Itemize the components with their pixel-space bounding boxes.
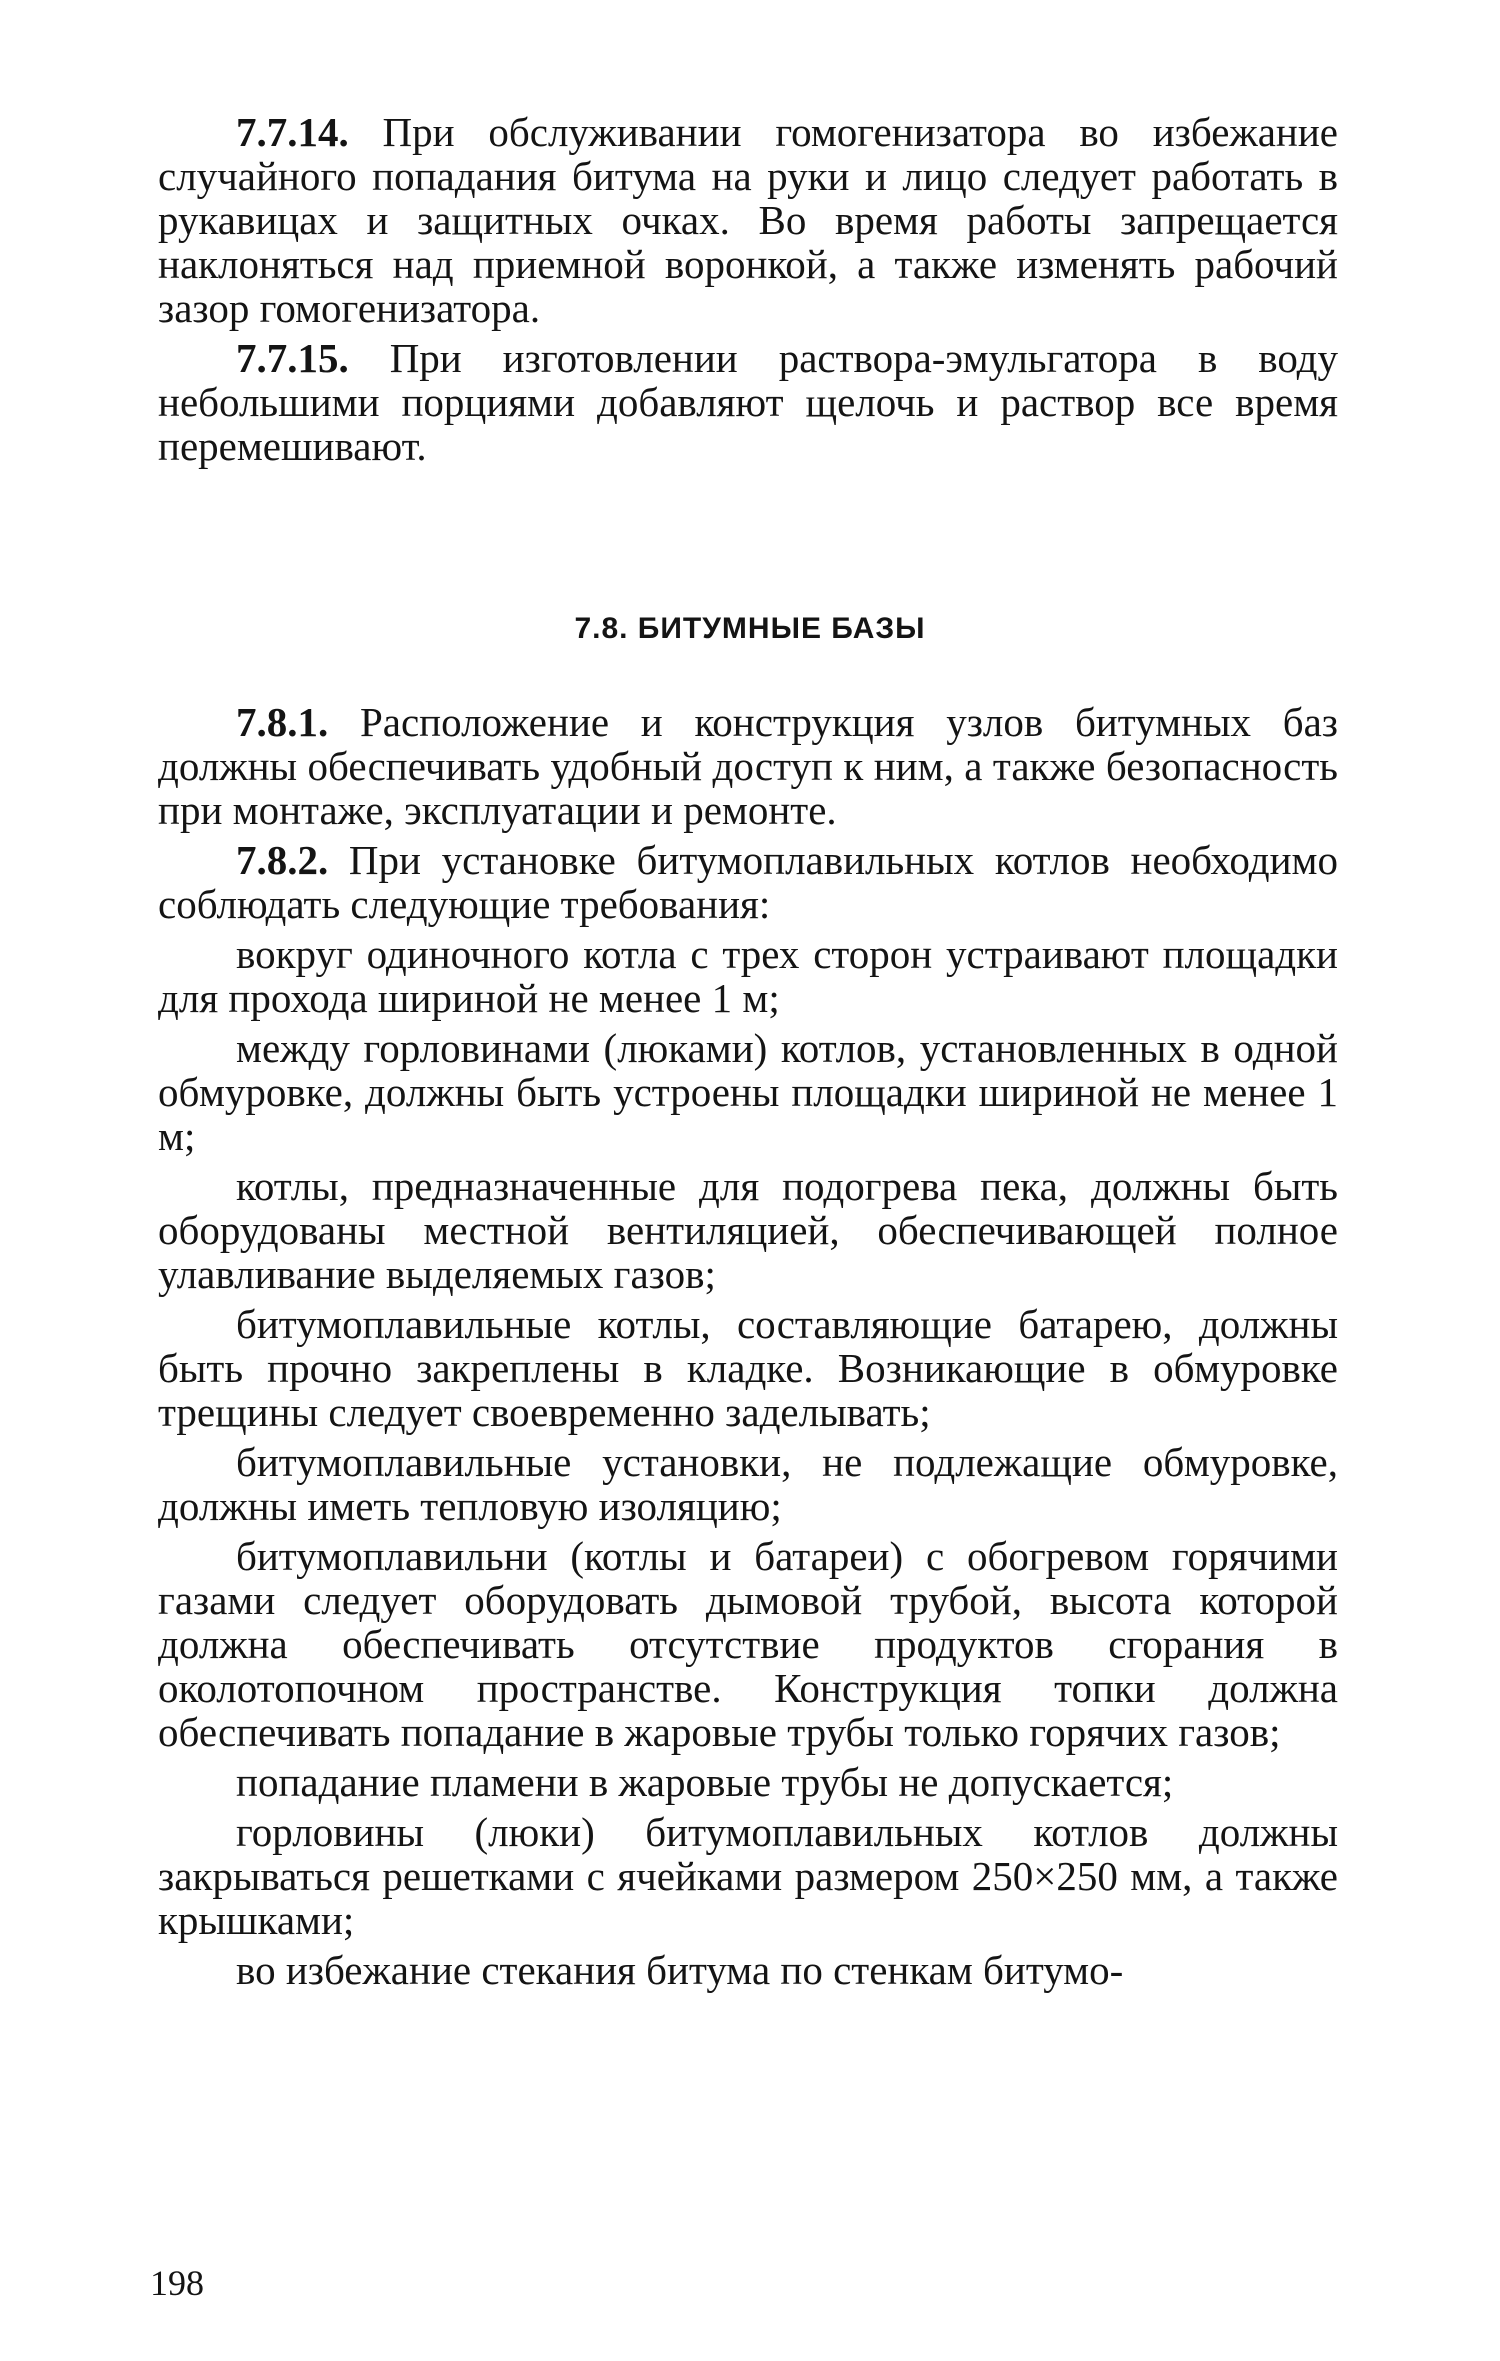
- list-item: попадание пламени в жаровые трубы не допускается;: [236, 1759, 1174, 1805]
- paragraph-number: 7.8.1.: [236, 699, 329, 745]
- paragraph-text: При изготовлении раствора-эмульгатора в воду небольшими порциями добавляют щелочь и раствор все время перемешивают.: [158, 335, 1338, 469]
- paragraph-text: При установке битумоплавильных котлов необходимо соблюдать следующие требования:: [158, 837, 1338, 927]
- paragraph-text: Расположение и конструкция узлов битумных баз должны обеспечивать удобный доступ к ним, а также безопасность при монтаже, эксплуатации и ремонте.: [158, 699, 1338, 833]
- page-number: 198: [150, 2263, 204, 2303]
- list-item: вокруг одиночного котла с трех сторон устраивают площадки для прохода шириной не менее 1 м;: [158, 931, 1338, 1021]
- paragraph-7-8-1: [158, 700, 1338, 832]
- section-heading: 7.8. БИТУМНЫЕ БАЗЫ: [574, 612, 926, 645]
- list-item: битумоплавильные котлы, составляющие батарею, должны быть прочно закреплены в кладке. Возникающие в обмуровке трещины следует своевременно заделывать;: [158, 1301, 1338, 1435]
- list-item: битумоплавильни (котлы и батареи) с обогревом горячими газами следует оборудовать дымовой трубой, высота которой должна обеспечивать отсутствие продуктов сгорания в околотопочном пространстве. Конструкция топки должна обеспечивать попадание в жаровые трубы только горячих газов;: [158, 1533, 1338, 1755]
- paragraph-number: 7.8.2.: [236, 837, 329, 883]
- paragraph-7-8-2: [158, 838, 1338, 926]
- list-item: во избежание стекания битума по стенкам битумо-: [236, 1947, 1124, 1993]
- section-7-8-block: [158, 700, 1338, 1992]
- paragraph-7-7-15: [158, 336, 1338, 468]
- list-item: между горловинами (люками) котлов, установленных в одной обмуровке, должны быть устроены площадки шириной не менее 1 м;: [158, 1025, 1338, 1159]
- paragraph-number: 7.7.14.: [236, 109, 349, 155]
- list-item: котлы, предназначенные для подогрева пека, должны быть оборудованы местной вентиляцией, обеспечивающей полное улавливание выделяемых газов;: [158, 1163, 1338, 1297]
- section-7-7-block: [158, 110, 1338, 468]
- paragraph-number: 7.7.15.: [236, 335, 349, 381]
- paragraph-7-7-14: [158, 110, 1338, 330]
- paragraph-text: При обслуживании гомогенизатора во избежание случайного попадания битума на руки и лицо следует работать в рукавицах и защитных очках. Во время работы запрещается наклоняться над приемной воронкой, а также изменять рабочий зазор гомогенизатора.: [158, 109, 1338, 331]
- list-item: горловины (люки) битумоплавильных котлов должны закрываться решетками с ячейками размером 250×250 мм, а также крышками;: [158, 1809, 1338, 1943]
- list-item: битумоплавильные установки, не подлежащие обмуровке, должны иметь тепловую изоляцию;: [158, 1439, 1338, 1529]
